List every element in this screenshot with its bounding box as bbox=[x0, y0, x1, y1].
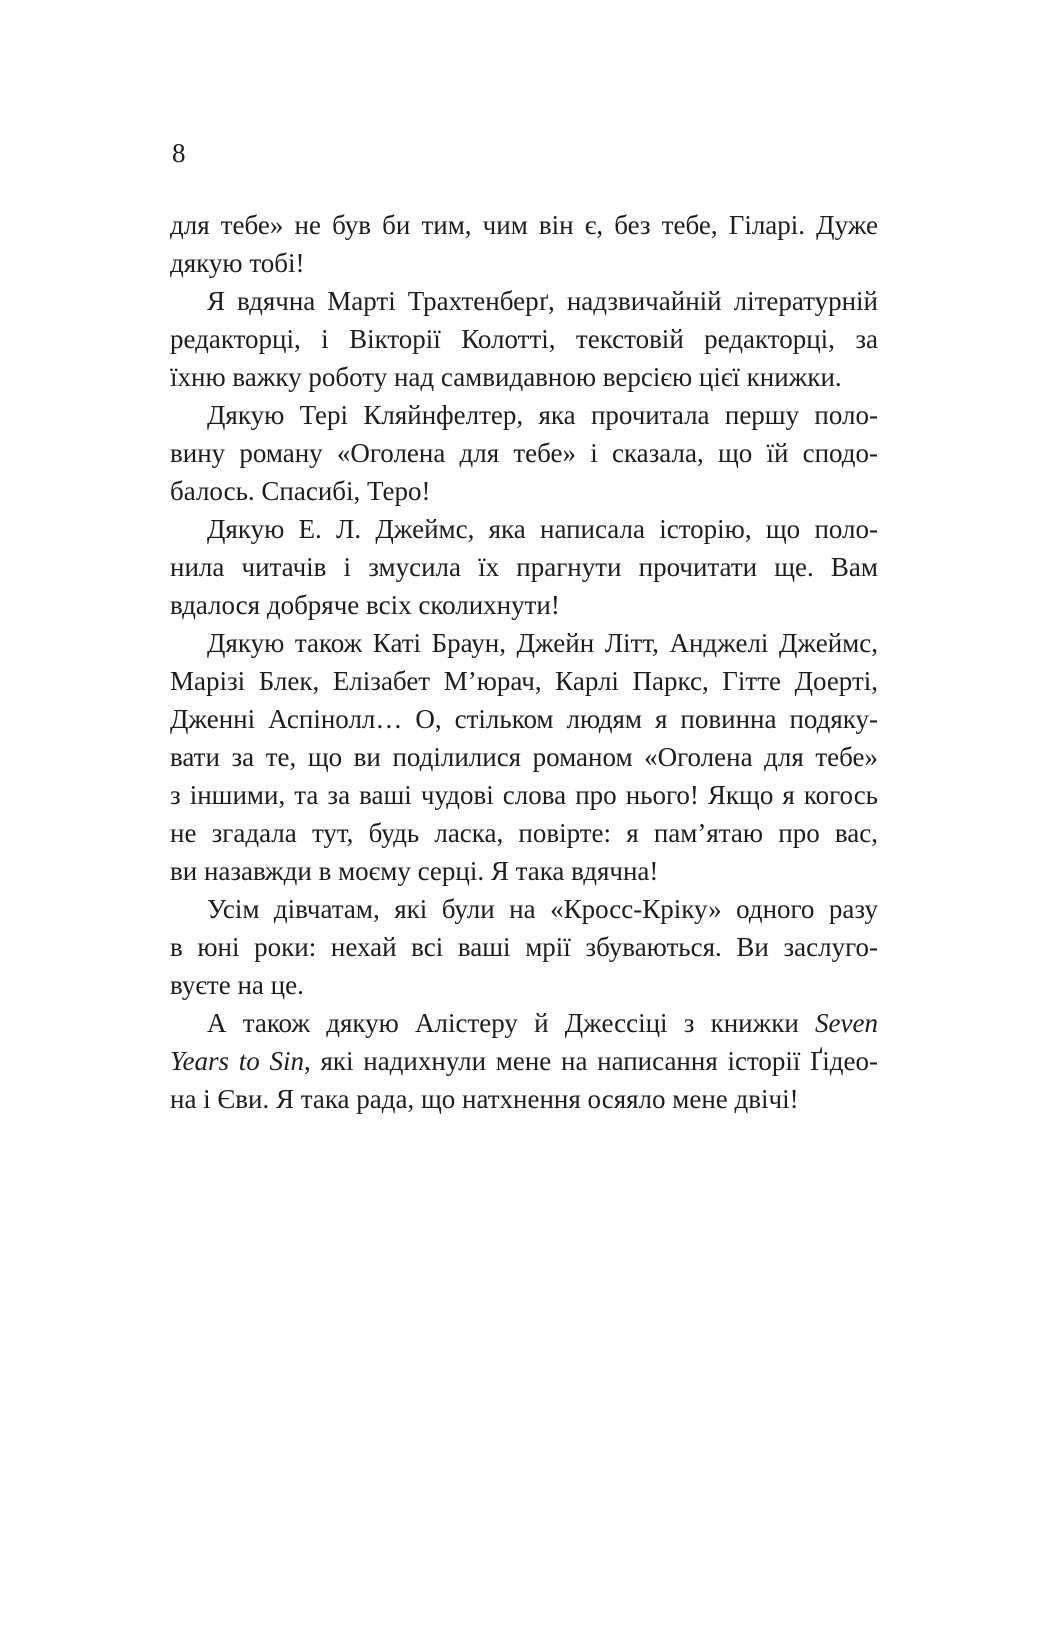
text-segment: , які надихнули мене на написання історії Ґідео- bbox=[304, 1046, 879, 1076]
text-line bbox=[170, 358, 878, 396]
text-segment: нила читачів і змусила їх прагнути прочитати ще. Вам bbox=[170, 552, 878, 582]
text-segment: ви назавжди в моєму серці. Я така вдячна! bbox=[170, 856, 659, 886]
text-line bbox=[170, 814, 878, 852]
text-segment: вину роману «Оголена для тебе» і сказала, що їй сподо- bbox=[170, 438, 878, 468]
text-line bbox=[170, 928, 878, 966]
text-segment: Марізі Блек, Елізабет М’юрач, Карлі Паркс, Гітте Доерті, bbox=[170, 666, 878, 696]
text-line bbox=[170, 510, 878, 548]
text-line bbox=[170, 244, 878, 282]
text-line bbox=[170, 1004, 878, 1042]
text-segment: вуєте на це. bbox=[170, 970, 304, 1000]
text-segment: балось. Спасибі, Теро! bbox=[170, 476, 431, 506]
text-segment: їхню важку роботу над самвидавною версією цієї книжки. bbox=[170, 362, 842, 392]
text-segment: редакторці, і Вікторії Колотті, текстовій редакторці, за bbox=[170, 324, 878, 354]
text-segment: вати за те, що ви поділилися романом «Оголена для тебе» bbox=[170, 742, 878, 772]
text-line bbox=[170, 1042, 878, 1080]
text-line bbox=[170, 1080, 878, 1118]
text-line bbox=[170, 890, 878, 928]
text-line bbox=[170, 662, 878, 700]
text-segment: дякую тобі! bbox=[170, 248, 305, 278]
text-line bbox=[170, 282, 878, 320]
text-segment: з іншими, та за ваші чудові слова про нього! Якщо я когось bbox=[170, 780, 878, 810]
paragraph bbox=[170, 206, 878, 282]
text-line bbox=[170, 852, 878, 890]
text-segment: Дякую також Каті Браун, Джейн Літт, Анджелі Джеймс, bbox=[207, 628, 878, 658]
text-segment: А також дякую Алістеру й Джессіці з книжки bbox=[207, 1008, 816, 1038]
text-line bbox=[170, 966, 878, 1004]
text-line bbox=[170, 434, 878, 472]
paragraph bbox=[170, 282, 878, 396]
text-line bbox=[170, 586, 878, 624]
paragraph bbox=[170, 510, 878, 624]
text-segment: Дякую Е. Л. Джеймс, яка написала історію, що поло- bbox=[207, 514, 878, 544]
text-line bbox=[170, 624, 878, 662]
text-segment: Дякую Тері Кляйнфелтер, яка прочитала першу поло- bbox=[207, 400, 878, 430]
text-segment: вдалося добряче всіх сколихнути! bbox=[170, 590, 560, 620]
text-segment: на і Єви. Я така рада, що натхнення осяяло мене двічі! bbox=[170, 1084, 799, 1114]
text-segment: не згадала тут, будь ласка, повірте: я пам’ятаю про вас, bbox=[170, 818, 878, 848]
text-segment: Дженні Аспінолл… О, стільком людям я повинна подяку- bbox=[170, 704, 878, 734]
paragraph bbox=[170, 1004, 878, 1118]
text-line bbox=[170, 472, 878, 510]
text-line bbox=[170, 206, 878, 244]
text-line bbox=[170, 548, 878, 586]
text-block bbox=[170, 206, 878, 1118]
text-segment: Усім дівчатам, які були на «Кросс-Кріку» одного разу bbox=[207, 894, 878, 924]
paragraph bbox=[170, 890, 878, 1004]
paragraph bbox=[170, 396, 878, 510]
text-line bbox=[170, 700, 878, 738]
text-line bbox=[170, 738, 878, 776]
text-line bbox=[170, 776, 878, 814]
text-segment: Я вдячна Марті Трахтенберґ, надзвичайній літературній bbox=[207, 286, 878, 316]
italic-text: Years to Sin bbox=[170, 1046, 304, 1076]
page-number: 8 bbox=[172, 138, 186, 168]
italic-text: Seven bbox=[815, 1008, 878, 1038]
paragraph bbox=[170, 624, 878, 890]
text-line bbox=[170, 396, 878, 434]
text-segment: в юні роки: нехай всі ваші мрії збуваються. Ви заслуго- bbox=[170, 932, 878, 962]
text-line bbox=[170, 320, 878, 358]
text-segment: для тебе» не був би тим, чим він є, без тебе, Гіларі. Дуже bbox=[170, 210, 878, 240]
